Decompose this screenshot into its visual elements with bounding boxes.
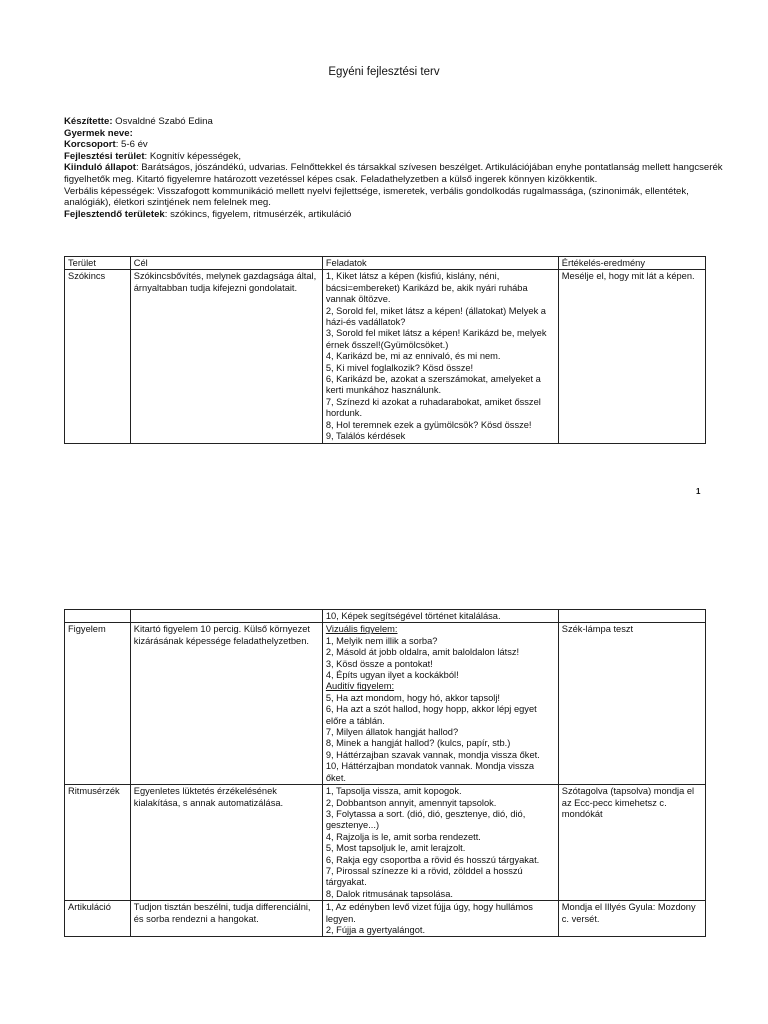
cell-terulet: Figyelem — [65, 623, 131, 785]
task-item: 8, Minek a hangját hallod? (kulcs, papír, stb.) — [325, 738, 511, 749]
task-item: 6, Rakja egy csoportba a rövid és hosszú tárgyakat. — [325, 854, 540, 865]
subheading-vizualis: Vizuális figyelem: — [325, 624, 398, 635]
cell-feladatok — [322, 785, 558, 901]
meta-kiindulo: Kiinduló állapot: Barátságos, jószándékú, udvarias. Felnőttekkel és társakkal szívesen beszélget. Artikulációjában enyhe pontatlanság mellett hangcserék figyelhetők meg. Kitartó figyelemre határozott vezetéssel képes csak. Feladathelyzetben a külső ingerek könnyen kizökkentik. — [64, 162, 723, 185]
task-item: 7, Pirossal színezze ki a rövid, zölddel a hosszú tárgyakat. — [325, 865, 523, 888]
meta-block — [64, 116, 724, 220]
task-item: 5, Ki mivel foglalkozik? Kösd össze! — [325, 362, 474, 373]
task-item: 5, Ha azt mondom, hogy hó, akkor tapsolj! — [325, 692, 500, 703]
task-item: 9, Találós kérdések — [325, 431, 406, 442]
page-separator — [0, 560, 768, 608]
cell-ertekeles: Szék-lámpa teszt — [558, 623, 705, 785]
task-item: 2, Dobbantson annyit, amennyit tapsolok. — [325, 797, 497, 808]
task-item: 8, Dalok ritmusának tapsolása. — [325, 888, 453, 899]
task-item: 10, Háttérzajban mondatok vannak. Mondja vissza őket. — [325, 761, 535, 783]
cell-terulet: Artikuláció — [65, 901, 131, 937]
task-item: 8, Hol teremnek ezek a gyümölcsök? Kösd össze! — [325, 419, 532, 430]
subheading-auditiv: Auditív figyelem: — [325, 681, 395, 692]
task-item: 1, Melyik nem illik a sorba? — [325, 635, 438, 646]
cell-cel — [130, 610, 322, 623]
table-row — [65, 623, 706, 785]
task-item: 4, Rajzolja is le, amit sorba rendezett. — [325, 831, 481, 842]
task-item: 5, Most tapsoljuk le, amit lerajzolt. — [325, 843, 466, 854]
table-row — [65, 901, 706, 937]
task-item: 6, Ha azt a szót hallod, hogy hopp, akkor lépj egyet előre a táblán. — [325, 704, 537, 726]
header-ertekeles: Értékelés-eredmény — [558, 257, 705, 270]
meta-keszitette: Készítette: Osvaldné Szabó Edina — [64, 116, 213, 127]
header-terulet: Terület — [65, 257, 131, 270]
table-row — [65, 610, 706, 623]
cell-ertekeles: Szótagolva (tapsolva) mondja el az Ecc-pecc kimehetsz c. mondókát — [558, 785, 705, 901]
cell-feladatok — [322, 623, 558, 785]
task-item: 4, Építs ugyan ilyet a kockákból! — [325, 670, 459, 681]
cell-terulet: Ritmusérzék — [65, 785, 131, 901]
task-item: 6, Karikázd be, azokat a szerszámokat, amelyeket a kerti munkához használunk. — [325, 374, 541, 396]
cell-feladatok: 10, Képek segítségével történet kitalálása. — [322, 610, 558, 623]
header-feladatok: Feladatok — [322, 257, 558, 270]
task-item: 9, Háttérzajban szavak vannak, mondja vissza őket. — [325, 749, 540, 760]
task-item: 4, Karikázd be, mi az ennivaló, és mi nem. — [325, 351, 501, 362]
cell-ertekeles — [558, 610, 705, 623]
table-header-row — [65, 257, 706, 270]
task-item: 2, Fújja a gyertyalángot. — [325, 924, 426, 935]
cell-terulet: Szókincs — [65, 270, 131, 443]
header-cel: Cél — [130, 257, 322, 270]
table-row — [65, 270, 706, 443]
meta-korcsoport: Korcsoport: 5-6 év — [64, 139, 148, 151]
page-number: 1 — [696, 487, 701, 496]
cell-feladatok — [322, 901, 558, 937]
task-item: 1, Kiket látsz a képen (kisfiú, kislány, néni, bácsi=embereket) Karikázd be, akik nyári ruhába vannak öltözve. — [325, 271, 528, 305]
document-page-2 — [0, 605, 768, 1024]
cell-cel: Egyenletes lüktetés érzékelésének kialakítása, s annak automatizálása. — [130, 785, 322, 901]
task-item: 1, Tapsolja vissza, amit kopogok. — [325, 786, 462, 797]
plan-table-page-1 — [64, 256, 706, 444]
task-item: 7, Színezd ki azokat a ruhadarabokat, amiket ősszel hordunk. — [325, 396, 541, 419]
task-item: 2, Másold át jobb oldalra, amit baloldalon látsz! — [325, 647, 520, 658]
task-item: 7, Milyen állatok hangját hallod? — [325, 727, 459, 738]
cell-cel: Tudjon tisztán beszélni, tudja differenciálni, és sorba rendezni a hangokat. — [130, 901, 322, 937]
meta-verbalis: Verbális képességek: Visszafogott kommunikáció mellett nyelvi fejlettsége, ismeretek, verbális gondolkodás rugalmassága, (szinonimák, ellentétek, analógiák), életkori szintjének nem felelnek meg. — [64, 185, 689, 209]
meta-fejlesztendo: Fejlesztendő területek: szókincs, figyelem, ritmusérzék, artikuláció — [64, 208, 352, 220]
table-row — [65, 785, 706, 901]
task-item: 3, Kösd össze a pontokat! — [325, 658, 433, 669]
cell-cel: Kitartó figyelem 10 percig. Külső környezet kizárásának képessége feladathelyzetben. — [130, 623, 322, 785]
task-item: 3, Folytassa a sort. (dió, dió, gesztenye, dió, dió, gesztenye...) — [325, 808, 526, 831]
cell-ertekeles: Mondja el Illyés Gyula: Mozdony c. versét. — [558, 901, 705, 937]
plan-table-page-2 — [64, 609, 706, 937]
task-item: 3, Sorold fel miket látsz a képen! Karikázd be, melyek érnek ősszel!(Gyümölcsöket.) — [325, 328, 547, 350]
task-item: 1, Az edényben levő vizet fújja úgy, hogy hullámos legyen. — [325, 902, 533, 924]
cell-ertekeles: Mesélje el, hogy mit lát a képen. — [558, 270, 705, 443]
cell-cel: Szókincsbővítés, melynek gazdagsága által, árnyaltabban tudja kifejezni gondolatait. — [130, 270, 322, 443]
meta-gyermek: Gyermek neve: — [64, 127, 133, 139]
cell-feladatok — [322, 270, 558, 443]
meta-terulet: Fejlesztési terület: Kognitív képességek, — [64, 150, 242, 162]
cell-terulet — [65, 610, 131, 623]
task-item: 2, Sorold fel, miket látsz a képen! (állatokat) Melyek a házi-és vadállatok? — [325, 305, 546, 328]
document-title: Egyéni fejlesztési terv — [328, 66, 440, 78]
